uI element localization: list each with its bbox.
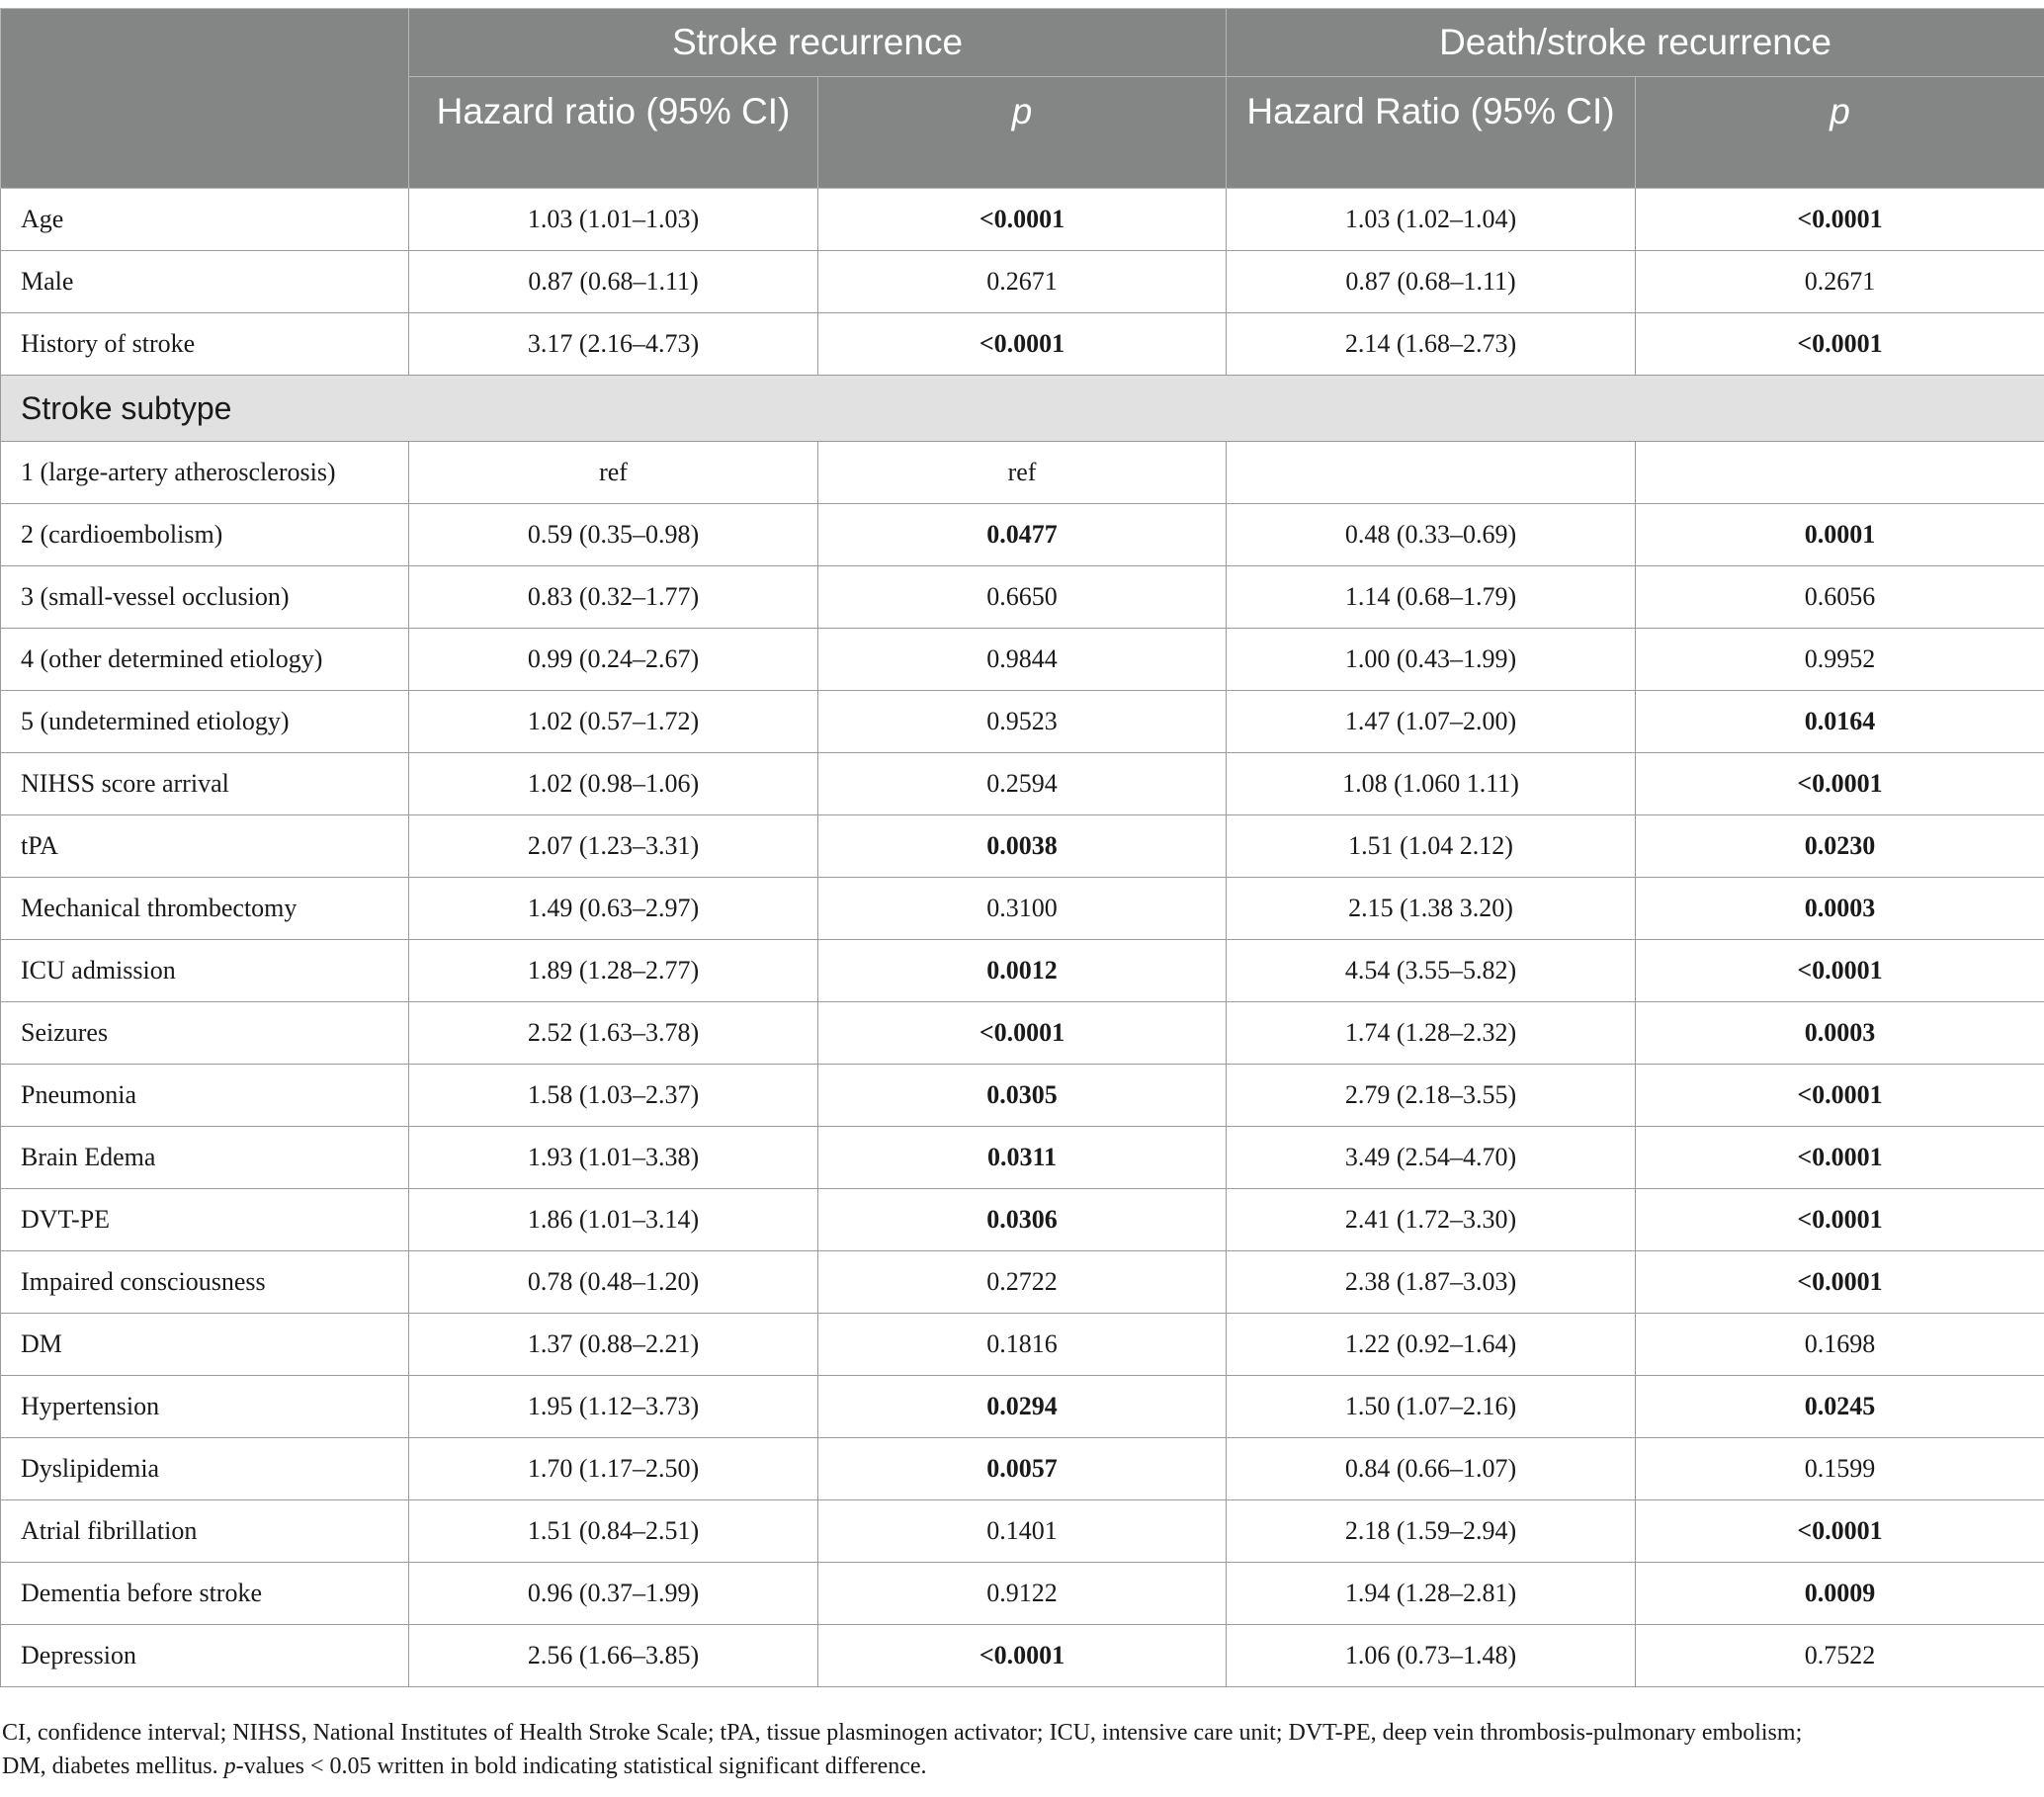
hazard-ratio-stroke-recurrence: 1.93 (1.01–3.38)	[409, 1127, 818, 1189]
p-value-stroke-recurrence: <0.0001	[818, 189, 1227, 251]
header-hazard-ratio-1: Hazard ratio (95% CI)	[409, 77, 818, 189]
p-value-stroke-recurrence: 0.1401	[818, 1500, 1227, 1563]
header-group-row	[1, 9, 2044, 77]
p-value-stroke-recurrence: ref	[818, 442, 1227, 504]
hazard-ratio-death-stroke-recurrence: 1.14 (0.68–1.79)	[1227, 566, 1636, 629]
p-value-stroke-recurrence: 0.9122	[818, 1563, 1227, 1625]
p-value-stroke-recurrence: 0.2722	[818, 1251, 1227, 1314]
hazard-ratio-stroke-recurrence: 0.83 (0.32–1.77)	[409, 566, 818, 629]
table-row	[1, 1625, 2044, 1687]
p-value-death-stroke-recurrence: 0.0230	[1636, 815, 2044, 878]
hazard-ratio-death-stroke-recurrence: 1.51 (1.04 2.12)	[1227, 815, 1636, 878]
table-row	[1, 566, 2044, 629]
table-row	[1, 251, 2044, 313]
table-row	[1, 1189, 2044, 1251]
row-label: Age	[1, 189, 409, 251]
hazard-ratio-stroke-recurrence: 2.56 (1.66–3.85)	[409, 1625, 818, 1687]
table-body-top	[1, 189, 2044, 376]
hazard-ratio-stroke-recurrence: 0.96 (0.37–1.99)	[409, 1563, 818, 1625]
hazard-ratio-death-stroke-recurrence: 1.00 (0.43–1.99)	[1227, 629, 1636, 691]
row-label: 5 (undetermined etiology)	[1, 691, 409, 753]
header-group-death-stroke-recurrence: Death/stroke recurrence	[1227, 9, 2044, 77]
p-value-death-stroke-recurrence: 0.0164	[1636, 691, 2044, 753]
hazard-ratio-stroke-recurrence: 1.86 (1.01–3.14)	[409, 1189, 818, 1251]
p-value-death-stroke-recurrence: <0.0001	[1636, 1065, 2044, 1127]
hazard-ratio-death-stroke-recurrence: 2.79 (2.18–3.55)	[1227, 1065, 1636, 1127]
table-section	[1, 376, 2044, 442]
row-label: Hypertension	[1, 1376, 409, 1438]
table-row	[1, 1438, 2044, 1500]
hazard-ratio-stroke-recurrence: 3.17 (2.16–4.73)	[409, 313, 818, 376]
hazard-ratio-stroke-recurrence: 1.89 (1.28–2.77)	[409, 940, 818, 1002]
section-row	[1, 376, 2044, 442]
hazard-ratio-death-stroke-recurrence: 1.74 (1.28–2.32)	[1227, 1002, 1636, 1065]
header-group-stroke-recurrence: Stroke recurrence	[409, 9, 1227, 77]
hazard-ratio-stroke-recurrence: 1.70 (1.17–2.50)	[409, 1438, 818, 1500]
p-value-stroke-recurrence: 0.0057	[818, 1438, 1227, 1500]
p-value-death-stroke-recurrence: 0.1599	[1636, 1438, 2044, 1500]
table-row	[1, 691, 2044, 753]
p-value-stroke-recurrence: <0.0001	[818, 313, 1227, 376]
hazard-ratio-death-stroke-recurrence: 2.18 (1.59–2.94)	[1227, 1500, 1636, 1563]
p-value-death-stroke-recurrence: 0.6056	[1636, 566, 2044, 629]
hazard-ratio-stroke-recurrence: 1.95 (1.12–3.73)	[409, 1376, 818, 1438]
row-label: DM	[1, 1314, 409, 1376]
hazard-ratio-stroke-recurrence: ref	[409, 442, 818, 504]
section-label-stroke-subtype: Stroke subtype	[1, 376, 2044, 442]
hazard-ratio-death-stroke-recurrence: 1.06 (0.73–1.48)	[1227, 1625, 1636, 1687]
row-label: NIHSS score arrival	[1, 753, 409, 815]
hazard-ratio-stroke-recurrence: 1.02 (0.57–1.72)	[409, 691, 818, 753]
table-row	[1, 1065, 2044, 1127]
table-row	[1, 1500, 2044, 1563]
row-label: 2 (cardioembolism)	[1, 504, 409, 566]
row-label: 4 (other determined etiology)	[1, 629, 409, 691]
row-label: 1 (large-artery atherosclerosis)	[1, 442, 409, 504]
table-header	[1, 9, 2044, 189]
hazard-ratio-death-stroke-recurrence: 0.48 (0.33–0.69)	[1227, 504, 1636, 566]
header-corner-cell	[1, 9, 409, 189]
hazard-ratio-stroke-recurrence: 1.03 (1.01–1.03)	[409, 189, 818, 251]
p-value-death-stroke-recurrence	[1636, 442, 2044, 504]
p-value-death-stroke-recurrence: <0.0001	[1636, 753, 2044, 815]
row-label: Dyslipidemia	[1, 1438, 409, 1500]
table-row	[1, 878, 2044, 940]
row-label: Brain Edema	[1, 1127, 409, 1189]
hazard-ratio-death-stroke-recurrence: 0.87 (0.68–1.11)	[1227, 251, 1636, 313]
row-label: Male	[1, 251, 409, 313]
p-value-stroke-recurrence: 0.1816	[818, 1314, 1227, 1376]
table-row	[1, 940, 2044, 1002]
row-label: History of stroke	[1, 313, 409, 376]
hazard-ratio-death-stroke-recurrence: 1.47 (1.07–2.00)	[1227, 691, 1636, 753]
p-value-stroke-recurrence: 0.6650	[818, 566, 1227, 629]
row-label: Dementia before stroke	[1, 1563, 409, 1625]
row-label: Mechanical thrombectomy	[1, 878, 409, 940]
p-value-stroke-recurrence: 0.0012	[818, 940, 1227, 1002]
hazard-ratio-death-stroke-recurrence: 2.38 (1.87–3.03)	[1227, 1251, 1636, 1314]
p-value-stroke-recurrence: <0.0001	[818, 1625, 1227, 1687]
table-row	[1, 442, 2044, 504]
hazard-ratio-death-stroke-recurrence: 4.54 (3.55–5.82)	[1227, 940, 1636, 1002]
hazard-ratio-death-stroke-recurrence: 1.03 (1.02–1.04)	[1227, 189, 1636, 251]
row-label: DVT-PE	[1, 1189, 409, 1251]
p-value-death-stroke-recurrence: 0.0003	[1636, 878, 2044, 940]
p-value-death-stroke-recurrence: <0.0001	[1636, 1500, 2044, 1563]
row-label: Atrial fibrillation	[1, 1500, 409, 1563]
p-value-stroke-recurrence: 0.2671	[818, 251, 1227, 313]
p-value-stroke-recurrence: 0.2594	[818, 753, 1227, 815]
table-row	[1, 629, 2044, 691]
p-value-death-stroke-recurrence: <0.0001	[1636, 1251, 2044, 1314]
p-value-death-stroke-recurrence: <0.0001	[1636, 940, 2044, 1002]
p-value-death-stroke-recurrence: 0.7522	[1636, 1625, 2044, 1687]
header-p-1: p	[818, 77, 1227, 189]
hazard-ratio-death-stroke-recurrence: 2.15 (1.38 3.20)	[1227, 878, 1636, 940]
table-row	[1, 1002, 2044, 1065]
header-hazard-ratio-2: Hazard Ratio (95% CI)	[1227, 77, 1636, 189]
row-label: 3 (small-vessel occlusion)	[1, 566, 409, 629]
hazard-ratio-stroke-recurrence: 0.78 (0.48–1.20)	[409, 1251, 818, 1314]
row-label: ICU admission	[1, 940, 409, 1002]
p-value-death-stroke-recurrence: 0.1698	[1636, 1314, 2044, 1376]
hazard-ratio-death-stroke-recurrence: 0.84 (0.66–1.07)	[1227, 1438, 1636, 1500]
table-row	[1, 189, 2044, 251]
hazard-ratio-death-stroke-recurrence: 1.94 (1.28–2.81)	[1227, 1563, 1636, 1625]
p-value-death-stroke-recurrence: 0.0009	[1636, 1563, 2044, 1625]
p-value-death-stroke-recurrence: 0.0003	[1636, 1002, 2044, 1065]
p-value-stroke-recurrence: 0.3100	[818, 878, 1227, 940]
hazard-ratio-death-stroke-recurrence	[1227, 442, 1636, 504]
table-row	[1, 1314, 2044, 1376]
p-value-stroke-recurrence: 0.0306	[818, 1189, 1227, 1251]
p-value-stroke-recurrence: 0.9844	[818, 629, 1227, 691]
hazard-ratio-death-stroke-recurrence: 1.08 (1.060 1.11)	[1227, 753, 1636, 815]
p-value-death-stroke-recurrence: 0.2671	[1636, 251, 2044, 313]
hazard-ratio-stroke-recurrence: 2.07 (1.23–3.31)	[409, 815, 818, 878]
footnote-line-2-prefix: DM, diabetes mellitus.	[2, 1754, 224, 1779]
hazard-ratio-death-stroke-recurrence: 2.41 (1.72–3.30)	[1227, 1189, 1636, 1251]
header-p-2: p	[1636, 77, 2044, 189]
hazard-ratio-stroke-recurrence: 0.59 (0.35–0.98)	[409, 504, 818, 566]
p-value-stroke-recurrence: <0.0001	[818, 1002, 1227, 1065]
table-row	[1, 1376, 2044, 1438]
p-value-stroke-recurrence: 0.0294	[818, 1376, 1227, 1438]
p-value-death-stroke-recurrence: 0.9952	[1636, 629, 2044, 691]
hazard-ratio-stroke-recurrence: 1.49 (0.63–2.97)	[409, 878, 818, 940]
p-value-death-stroke-recurrence: <0.0001	[1636, 1127, 2044, 1189]
p-value-stroke-recurrence: 0.0038	[818, 815, 1227, 878]
row-label: Depression	[1, 1625, 409, 1687]
p-value-stroke-recurrence: 0.0311	[818, 1127, 1227, 1189]
footnote-line-1: CI, confidence interval; NIHSS, National Institutes of Health Stroke Scale; tPA, tissue plasminogen activator; ICU, intensive care unit; DVT-PE, deep vein thrombosis-pulmonary embolism;	[2, 1720, 1803, 1746]
footnote-line-2-rest: -values < 0.05 written in bold indicating statistical significant difference.	[235, 1754, 927, 1779]
p-value-death-stroke-recurrence: 0.0245	[1636, 1376, 2044, 1438]
row-label: Pneumonia	[1, 1065, 409, 1127]
table-footnote	[2, 1716, 2038, 1783]
table-row	[1, 504, 2044, 566]
hazard-ratio-death-stroke-recurrence: 1.50 (1.07–2.16)	[1227, 1376, 1636, 1438]
hazard-ratio-stroke-recurrence: 0.87 (0.68–1.11)	[409, 251, 818, 313]
row-label: Seizures	[1, 1002, 409, 1065]
p-value-stroke-recurrence: 0.0305	[818, 1065, 1227, 1127]
hazard-ratio-death-stroke-recurrence: 3.49 (2.54–4.70)	[1227, 1127, 1636, 1189]
hazard-ratio-death-stroke-recurrence: 1.22 (0.92–1.64)	[1227, 1314, 1636, 1376]
p-value-stroke-recurrence: 0.9523	[818, 691, 1227, 753]
hazard-ratio-death-stroke-recurrence: 2.14 (1.68–2.73)	[1227, 313, 1636, 376]
table-row	[1, 313, 2044, 376]
table-row	[1, 1251, 2044, 1314]
row-label: Impaired consciousness	[1, 1251, 409, 1314]
table-body-bottom	[1, 442, 2044, 1687]
p-value-death-stroke-recurrence: 0.0001	[1636, 504, 2044, 566]
hazard-ratio-stroke-recurrence: 0.99 (0.24–2.67)	[409, 629, 818, 691]
p-value-death-stroke-recurrence: <0.0001	[1636, 313, 2044, 376]
hazard-ratio-stroke-recurrence: 1.37 (0.88–2.21)	[409, 1314, 818, 1376]
hazard-ratio-stroke-recurrence: 1.58 (1.03–2.37)	[409, 1065, 818, 1127]
p-value-death-stroke-recurrence: <0.0001	[1636, 189, 2044, 251]
results-table-container	[0, 8, 2044, 1687]
table-row	[1, 1127, 2044, 1189]
hazard-ratio-stroke-recurrence: 1.02 (0.98–1.06)	[409, 753, 818, 815]
p-value-stroke-recurrence: 0.0477	[818, 504, 1227, 566]
hazard-ratio-stroke-recurrence: 1.51 (0.84–2.51)	[409, 1500, 818, 1563]
p-value-death-stroke-recurrence: <0.0001	[1636, 1189, 2044, 1251]
hazard-ratio-table	[0, 8, 2044, 1687]
hazard-ratio-stroke-recurrence: 2.52 (1.63–3.78)	[409, 1002, 818, 1065]
table-row	[1, 1563, 2044, 1625]
table-row	[1, 753, 2044, 815]
table-row	[1, 815, 2044, 878]
footnote-p-italic: p	[223, 1754, 236, 1779]
row-label: tPA	[1, 815, 409, 878]
